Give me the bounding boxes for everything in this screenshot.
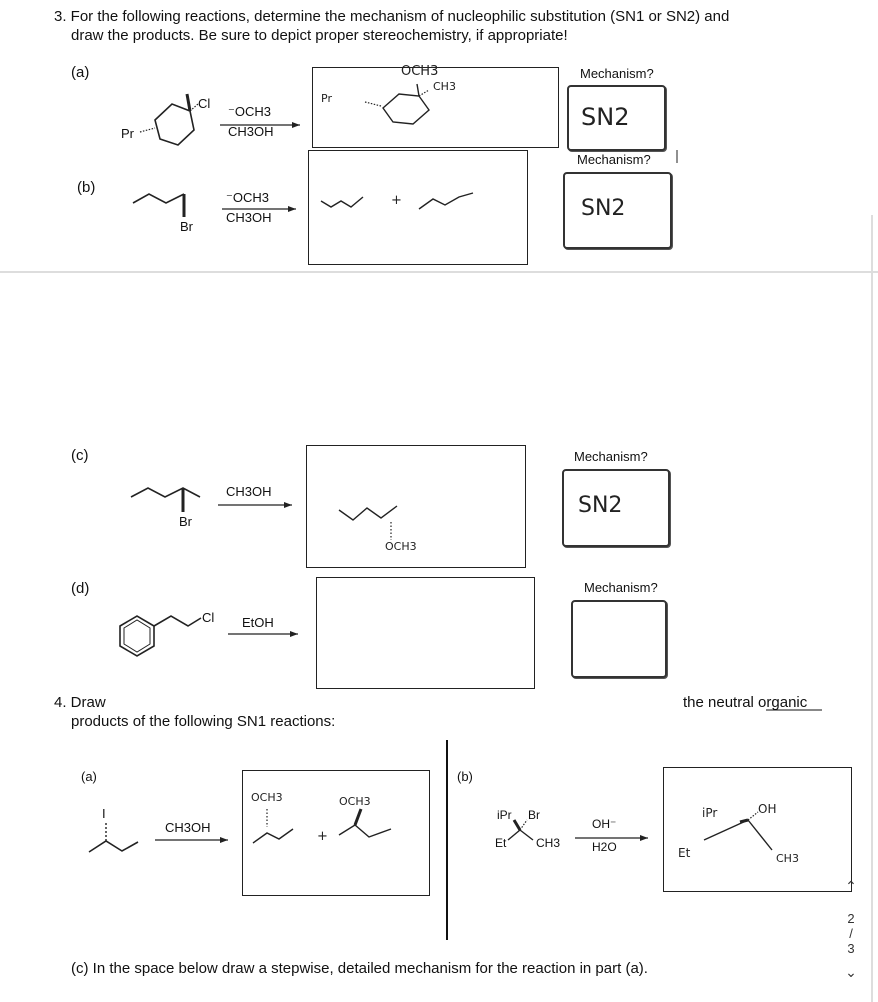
q3a-hand-och3: OCH3 [401,64,439,79]
prev-page-icon[interactable]: ⌃ [845,878,857,894]
q3b-reagent-ch3oh: CH3OH [226,210,272,225]
q3-title-line2: draw the products. Be sure to depict proper stereochemistry, if appropriate! [71,27,568,44]
q3b-mechanism-answer: SN2 [581,196,626,221]
q4-title-line2: products of the following SN1 reactions: [71,713,336,730]
q4b-product-box[interactable] [663,767,852,892]
q3c-br-label: Br [179,514,192,529]
q4-title-b-text: the neutral organic [683,694,808,711]
q3b-mechanism-label: Mechanism? [577,152,651,167]
q3c-mechanism-answer: SN2 [578,493,623,518]
q3a-label: (a) [71,64,90,81]
q3b-label: (b) [77,179,96,196]
q4a-i-label: I [102,806,106,821]
q3d-label: (d) [71,580,90,597]
q3a-mechanism-label: Mechanism? [580,66,654,81]
q4b-hand-et: Et [678,846,691,860]
q4a-hand-och3-2: OCH3 [339,795,371,808]
q3c-label: (c) [71,447,89,464]
q3c-hand-och3: OCH3 [385,540,417,553]
q3b-plus: + [391,193,402,208]
q3d-cl-label: Cl [202,610,215,625]
q4b-br-label: Br [528,808,540,822]
q3a-pr-label: Pr [121,126,134,141]
q3-title-line1: 3. For the following reactions, determine the mechanism of nucleophilic substitution (SN1 or SN2) and [54,8,730,25]
q4b-reagent-oh: OH⁻ [592,817,617,831]
q4-title-a: 4. Draw [54,694,106,711]
current-page: 2 [847,911,855,926]
q3a-reagent-och3: ⁻OCH3 [228,104,271,119]
q3a-mechanism-answer: SN2 [581,103,630,131]
q4a-label: (a) [81,769,97,784]
q3a-cl-label: Cl [198,96,211,111]
page-separator: / [849,926,853,941]
q4c-instruction: (c) In the space below draw a stepwise, detailed mechanism for the reaction in part (a). [71,960,648,977]
q3c-reagent-ch3oh: CH3OH [226,484,272,499]
q4b-et-label: Et [495,836,507,850]
q4b-ch3-label: CH3 [536,836,561,850]
q3a-reagent-ch3oh: CH3OH [228,124,274,139]
q4b-label: (b) [457,769,473,784]
q3b-br-label: Br [180,219,193,234]
q4b-hand-oh: OH [758,802,777,816]
q3d-reagent-etoh: EtOH [242,615,274,630]
q4b-hand-ipr: iPr [702,806,718,820]
page-navigator [836,878,866,981]
q4b-ipr-label: iPr [497,808,512,822]
q3a-hand-ch3: CH3 [433,80,456,93]
q4b-hand-ch3: CH3 [776,852,799,865]
q4b-reagent-h2o: H2O [592,840,617,854]
q3c-mechanism-label: Mechanism? [574,449,648,464]
q4a-hand-och3-1: OCH3 [251,791,283,804]
q3a-hand-pr: Pr [321,92,332,105]
q3b-reagent-och3: ⁻OCH3 [226,190,269,205]
q4a-plus: + [317,829,328,844]
total-pages: 3 [847,941,855,956]
next-page-icon[interactable]: ⌄ [845,964,857,980]
q3d-mechanism-label: Mechanism? [584,580,658,595]
q4a-reagent-ch3oh: CH3OH [165,820,211,835]
